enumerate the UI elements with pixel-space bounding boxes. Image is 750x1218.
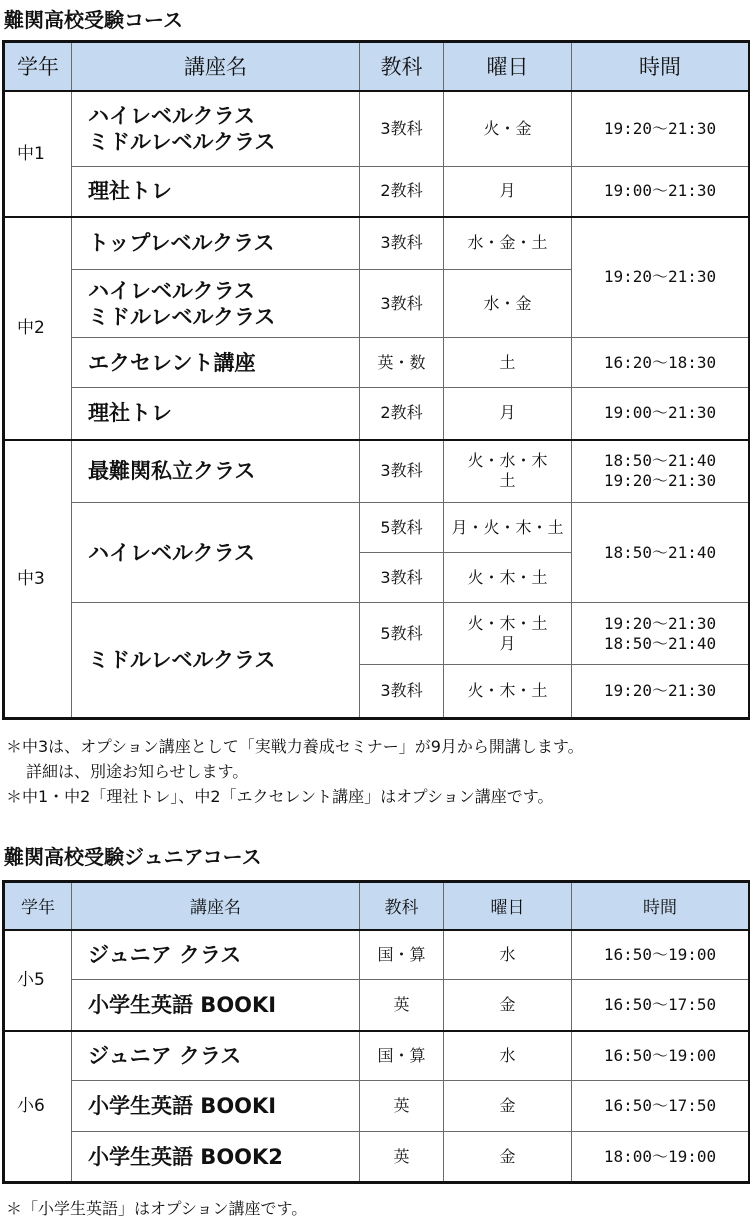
course-cell: 小学生英語 BOOKⅠ	[72, 1081, 360, 1132]
days-cell	[444, 603, 572, 665]
course-title: 難関高校受験ジュニアコース	[4, 845, 262, 869]
time-line: 19:20〜21:30	[603, 613, 717, 633]
subjects-cell: 英	[360, 1132, 444, 1183]
days-cell: 水	[444, 930, 572, 980]
course-cell	[72, 91, 360, 167]
time-line: 18:50〜21:40	[603, 633, 717, 653]
course-cell: ミドルレベルクラス	[72, 603, 360, 719]
days-cell: 水	[444, 1031, 572, 1081]
header-course: 講座名	[72, 882, 360, 930]
table-header-row	[4, 42, 750, 91]
subjects-cell: 3教科	[360, 270, 444, 338]
table-row	[4, 1031, 750, 1081]
days-cell: 火・木・土	[444, 553, 572, 603]
notes	[6, 1196, 307, 1218]
time-cell: 19:00〜21:30	[572, 167, 750, 217]
header-time: 時間	[572, 882, 750, 930]
course-title: 難関高校受験コース	[4, 8, 183, 32]
header-days: 曜日	[444, 882, 572, 930]
note-line: ＊中3は、オプション講座として「実戦力養成セミナー」が9月から開講します。	[6, 737, 584, 756]
table-row	[4, 1081, 750, 1132]
header-days: 曜日	[444, 42, 572, 91]
subjects-cell: 国・算	[360, 930, 444, 980]
subjects-cell: 英	[360, 980, 444, 1031]
schedule-table	[2, 880, 750, 1184]
table-header-row	[4, 882, 750, 930]
subjects-cell: 5教科	[360, 503, 444, 553]
grade-cell: 中2	[4, 217, 72, 440]
days-cell: 火・木・土	[444, 665, 572, 719]
time-cell: 19:20〜21:30	[572, 91, 750, 167]
notes	[6, 734, 584, 809]
days-line: 火・水・木	[467, 451, 548, 471]
days-cell: 月・火・木・土	[444, 503, 572, 553]
schedule-table	[2, 40, 750, 720]
time-cell: 16:50〜19:00	[572, 1031, 750, 1081]
subjects-cell: 英	[360, 1081, 444, 1132]
header-subjects: 教科	[360, 42, 444, 91]
days-line: 土	[499, 471, 516, 491]
course-cell: 小学生英語 BOOKⅠ	[72, 980, 360, 1031]
course-cell: ジュニア クラス	[72, 930, 360, 980]
table-row	[4, 1132, 750, 1183]
time-cell	[572, 440, 750, 503]
time-cell: 16:50〜17:50	[572, 980, 750, 1031]
days-cell: 火・金	[444, 91, 572, 167]
course-cell: 理社トレ	[72, 167, 360, 217]
header-grade: 学年	[4, 42, 72, 91]
subjects-cell: 国・算	[360, 1031, 444, 1081]
grade-cell: 中3	[4, 440, 72, 719]
header-subjects: 教科	[360, 882, 444, 930]
subjects-cell: 3教科	[360, 217, 444, 270]
days-cell: 水・金・土	[444, 217, 572, 270]
days-line: 月	[499, 633, 516, 653]
course-cell: ジュニア クラス	[72, 1031, 360, 1081]
table-row	[4, 603, 750, 665]
table-row	[4, 388, 750, 440]
days-line: 火・木・土	[467, 613, 548, 633]
time-cell: 19:00〜21:30	[572, 388, 750, 440]
days-cell: 金	[444, 980, 572, 1031]
table-row	[4, 217, 750, 270]
days-cell: 金	[444, 1081, 572, 1132]
days-cell: 土	[444, 338, 572, 388]
subjects-cell: 3教科	[360, 440, 444, 503]
time-cell	[572, 603, 750, 665]
subjects-cell: 英・数	[360, 338, 444, 388]
course-cell: 小学生英語 BOOK2	[72, 1132, 360, 1183]
course-cell: 最難関私立クラス	[72, 440, 360, 503]
note-line: ＊中1・中2「理社トレ」、中2「エクセレント講座」はオプション講座です。	[6, 787, 554, 806]
header-course: 講座名	[72, 42, 360, 91]
grade-cell: 小6	[4, 1031, 72, 1183]
time-cell: 16:50〜17:50	[572, 1081, 750, 1132]
time-line: 19:20〜21:30	[603, 471, 717, 491]
time-cell: 19:20〜21:30	[572, 665, 750, 719]
subjects-cell: 3教科	[360, 665, 444, 719]
days-cell: 月	[444, 167, 572, 217]
table-row	[4, 930, 750, 980]
course-cell: 理社トレ	[72, 388, 360, 440]
note-line: 詳細は、別途お知らせします。	[26, 762, 249, 781]
grade-cell: 中1	[4, 91, 72, 217]
table-row	[4, 167, 750, 217]
note-line: ＊「小学生英語」はオプション講座です。	[6, 1199, 308, 1218]
days-cell: 金	[444, 1132, 572, 1183]
time-cell: 16:50〜19:00	[572, 930, 750, 980]
days-cell: 月	[444, 388, 572, 440]
course-line: ミドルレベルクラス	[88, 304, 276, 329]
course-cell: エクセレント講座	[72, 338, 360, 388]
time-cell: 18:00〜19:00	[572, 1132, 750, 1183]
course-cell: トップレベルクラス	[72, 217, 360, 270]
table-row	[4, 440, 750, 503]
subjects-cell: 2教科	[360, 388, 444, 440]
course-cell	[72, 270, 360, 338]
subjects-cell: 3教科	[360, 553, 444, 603]
course-cell: ハイレベルクラス	[72, 503, 360, 603]
header-time: 時間	[572, 42, 750, 91]
days-cell: 水・金	[444, 270, 572, 338]
grade-cell: 小5	[4, 930, 72, 1031]
subjects-cell: 2教科	[360, 167, 444, 217]
days-cell	[444, 440, 572, 503]
time-cell: 19:20〜21:30	[572, 217, 750, 338]
course-line: ハイレベルクラス	[88, 278, 255, 303]
subjects-cell: 3教科	[360, 91, 444, 167]
table-row	[4, 503, 750, 553]
course-line: ハイレベルクラス	[88, 103, 255, 128]
time-cell: 18:50〜21:40	[572, 503, 750, 603]
header-grade: 学年	[4, 882, 72, 930]
course-line: ミドルレベルクラス	[88, 129, 276, 154]
time-line: 18:50〜21:40	[603, 451, 717, 471]
table-row	[4, 91, 750, 167]
table-row	[4, 338, 750, 388]
table-row	[4, 980, 750, 1031]
subjects-cell: 5教科	[360, 603, 444, 665]
time-cell: 16:20〜18:30	[572, 338, 750, 388]
